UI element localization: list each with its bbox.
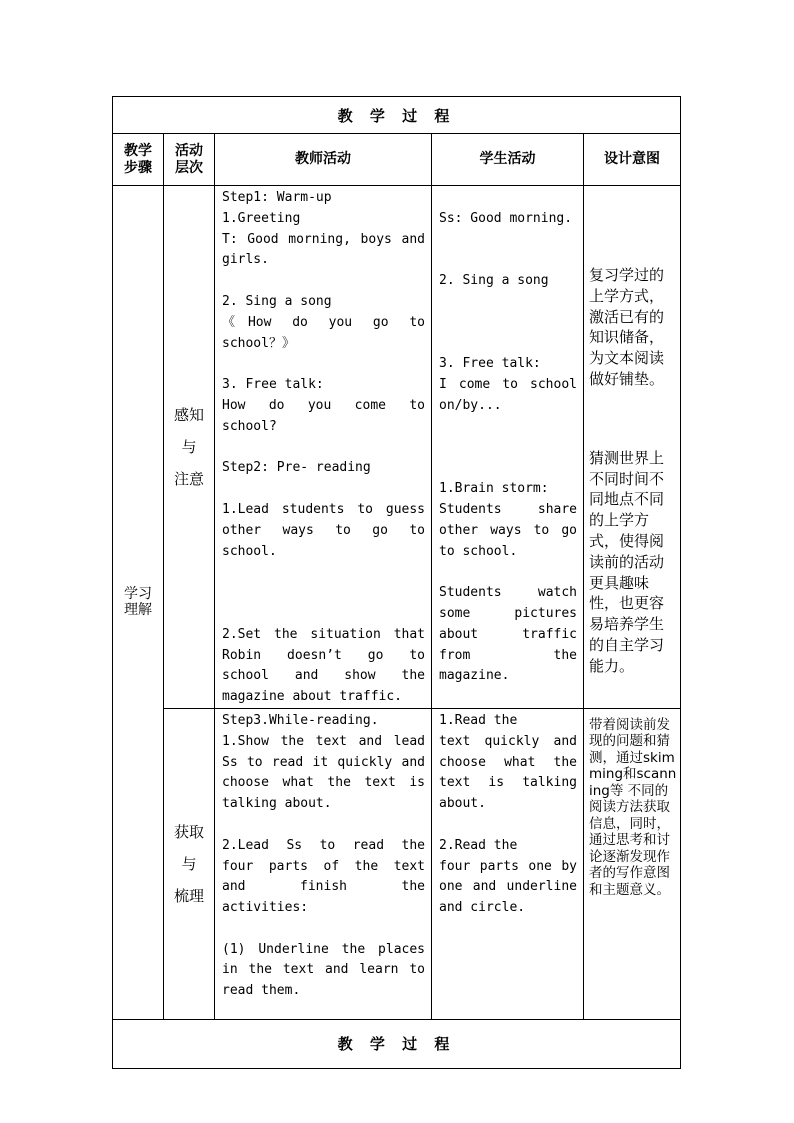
teacher-text: 《How do you go to school？》 xyxy=(222,314,425,351)
header-student: 学生活动 xyxy=(432,134,584,186)
level1-line2: 与 xyxy=(181,437,197,456)
teacher-text: Step2: Pre- reading xyxy=(222,460,371,476)
student-activity-2 xyxy=(432,708,584,1019)
design-text: 带着阅读前发现的问题和猜测，通过skimming和scanning等 不同的阅读方法获取信息，同时，通过思考和讨论逐渐发现作者的写作意图和主题意义。 xyxy=(589,716,677,898)
teacher-activity-1 xyxy=(215,186,432,709)
teacher-text: 1.Greeting xyxy=(222,210,301,226)
design-intent-1 xyxy=(584,186,681,709)
level1-line3: 注意 xyxy=(173,469,204,488)
student-text: Students share other ways to go to school. xyxy=(439,501,577,559)
teacher-text: How do you come to school? xyxy=(222,397,425,434)
student-text: four parts one by one and underline and circle. xyxy=(439,858,577,916)
teacher-text: 1.Lead students to guess other ways to go to school. xyxy=(222,501,425,559)
student-text: Ss: Good morning. xyxy=(439,210,573,226)
step-cell xyxy=(113,186,164,1020)
header-level: 活动层次 xyxy=(164,134,215,186)
student-text: Students watch some pictures about traffic from the magazine. xyxy=(439,585,577,684)
student-text: 3. Free talk: xyxy=(439,356,541,372)
teacher-activity-2 xyxy=(215,708,432,1019)
teacher-text: 2.Lead Ss to read the four parts of the text and finish the activities: xyxy=(222,837,425,916)
level2-line2: 与 xyxy=(181,854,197,873)
step-label: 学习理解 xyxy=(124,586,152,619)
banner-bottom: 教 学 过 程 xyxy=(113,1019,681,1068)
teacher-text: 2. Sing a song xyxy=(222,293,332,309)
level1-line1: 感知 xyxy=(173,405,204,424)
design-intent-2 xyxy=(584,708,681,1019)
student-text: 2. Sing a song xyxy=(439,273,549,289)
header-design: 设计意图 xyxy=(584,134,681,186)
student-text: text quickly and choose what the text is talking about. xyxy=(439,733,577,812)
lesson-plan-table xyxy=(112,96,681,1069)
teacher-text: 3. Free talk: xyxy=(222,377,324,393)
teacher-text: Step3.While-reading. xyxy=(222,712,379,728)
student-activity-1 xyxy=(432,186,584,709)
banner-top: 教 学 过 程 xyxy=(113,97,681,134)
teacher-text: 2.Set the situation that Robin doesn’t go to school and show the magazine about traffic. xyxy=(222,626,425,705)
teacher-text: 1.Show the text and lead Ss to read it quickly and choose what the text is talking about. xyxy=(222,733,425,812)
teacher-text: (1) Underline the places in the text and learn to read them. xyxy=(222,941,425,999)
level2-line3: 梳理 xyxy=(173,886,204,905)
design-text: 复习学过的上学方式，激活已有的知识储备，为文本阅读做好铺垫。 xyxy=(589,266,665,388)
header-teacher: 教师活动 xyxy=(215,134,432,186)
student-text: 2.Read the xyxy=(439,837,518,853)
level-cell-1 xyxy=(164,186,215,709)
level2-line1: 获取 xyxy=(173,822,204,841)
student-text: 1.Brain storm: xyxy=(439,481,549,497)
header-step: 教学步骤 xyxy=(113,134,164,186)
level-cell-2 xyxy=(164,708,215,1019)
student-text: I come to school on/by... xyxy=(439,377,577,413)
teacher-text: T: Good morning, boys and girls. xyxy=(222,231,425,268)
design-text: 猜测世界上不同时间不同地点不同的上学方式，使得阅读前的活动更具趣味性，也更容易培养学生的自主学习能力。 xyxy=(589,448,665,675)
teacher-text: Step1: Warm-up xyxy=(222,190,332,205)
student-text: 1.Read the xyxy=(439,712,518,728)
